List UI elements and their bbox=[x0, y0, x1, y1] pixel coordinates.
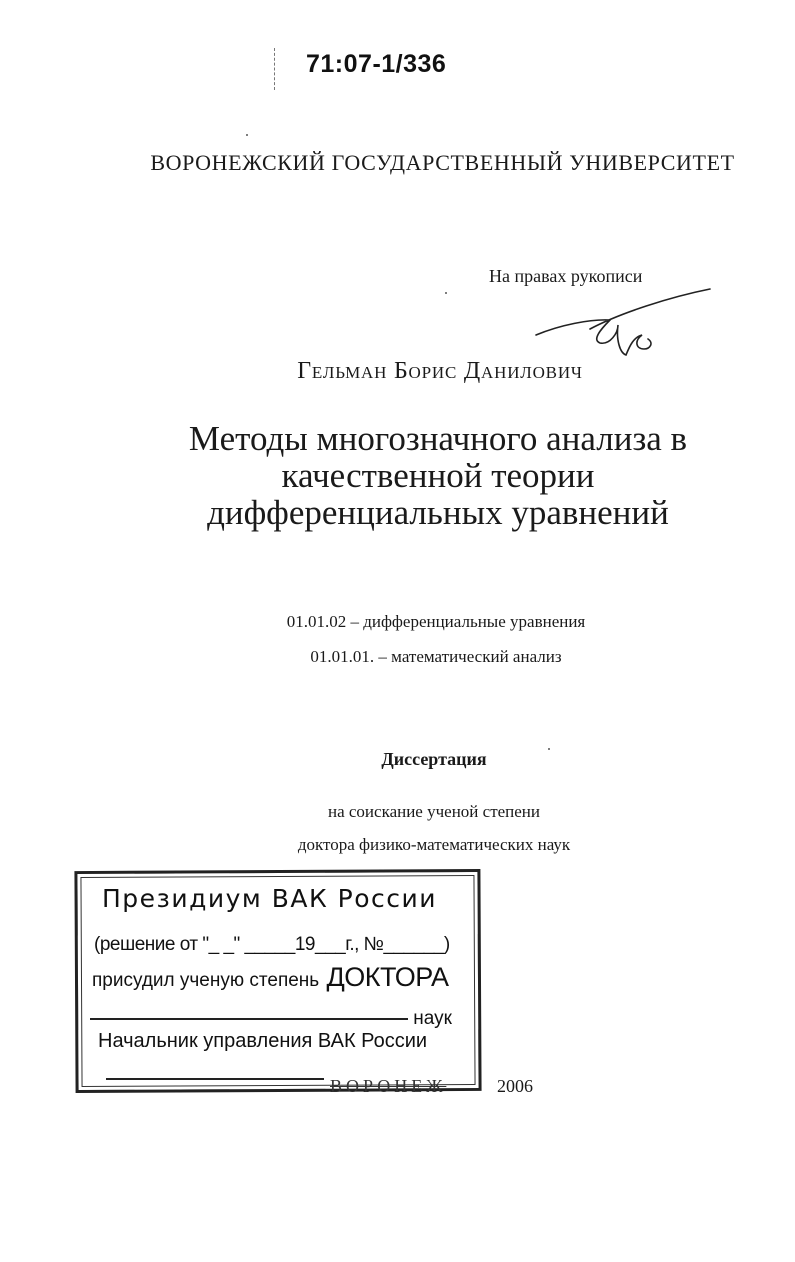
city-name: ВОРОНЕЖ bbox=[330, 1076, 447, 1096]
margin-tick-mark bbox=[274, 48, 276, 90]
scan-speck bbox=[445, 292, 447, 294]
dissertation-title bbox=[0, 420, 795, 531]
stamp-decision-line: (решение от "_ _" _____19___г., №______) bbox=[94, 934, 450, 955]
stamp-awarded-degree: ДОКТОРА bbox=[326, 962, 449, 992]
publication-year: 2006 bbox=[497, 1076, 533, 1096]
stamp-sciences-suffix: наук bbox=[413, 1008, 452, 1029]
catalog-code: 71:07-1/336 bbox=[306, 50, 447, 78]
signature-graphic bbox=[530, 285, 715, 360]
title-line: Методы многозначного анализа в bbox=[188, 419, 688, 458]
rights-note: На правах рукописи bbox=[489, 266, 643, 286]
degree-line: на соискание ученой степени bbox=[327, 802, 541, 821]
stamp-sciences-line bbox=[90, 1008, 460, 1030]
document-type: Диссертация bbox=[381, 749, 487, 769]
stamp-title: Президиум ВАК России bbox=[102, 884, 438, 913]
author-name: Гельман Борис Данилович bbox=[297, 358, 583, 384]
title-line: качественной теории bbox=[281, 456, 595, 495]
degree-line: доктора физико-математических наук bbox=[297, 835, 571, 854]
scan-speck bbox=[246, 134, 248, 136]
institution-name: ВОРОНЕЖСКИЙ ГОСУДАРСТВЕННЫЙ УНИВЕРСИТЕТ bbox=[150, 150, 735, 175]
title-line: дифференциальных уравнений bbox=[207, 493, 669, 532]
stamp-blank-rule bbox=[90, 1018, 408, 1020]
stamp-head-line: Начальник управления ВАК России bbox=[98, 1030, 428, 1052]
specialty-code-primary: 01.01.02 – дифференциальные уравнения bbox=[286, 612, 586, 631]
scan-speck bbox=[548, 748, 550, 750]
specialty-code-secondary: 01.01.01. – математический анализ bbox=[310, 647, 562, 666]
stamp-awarded-prefix: присудил ученую степень bbox=[92, 970, 320, 991]
stamp-signature-rule bbox=[106, 1078, 324, 1080]
stamp-awarded-line bbox=[92, 962, 449, 993]
